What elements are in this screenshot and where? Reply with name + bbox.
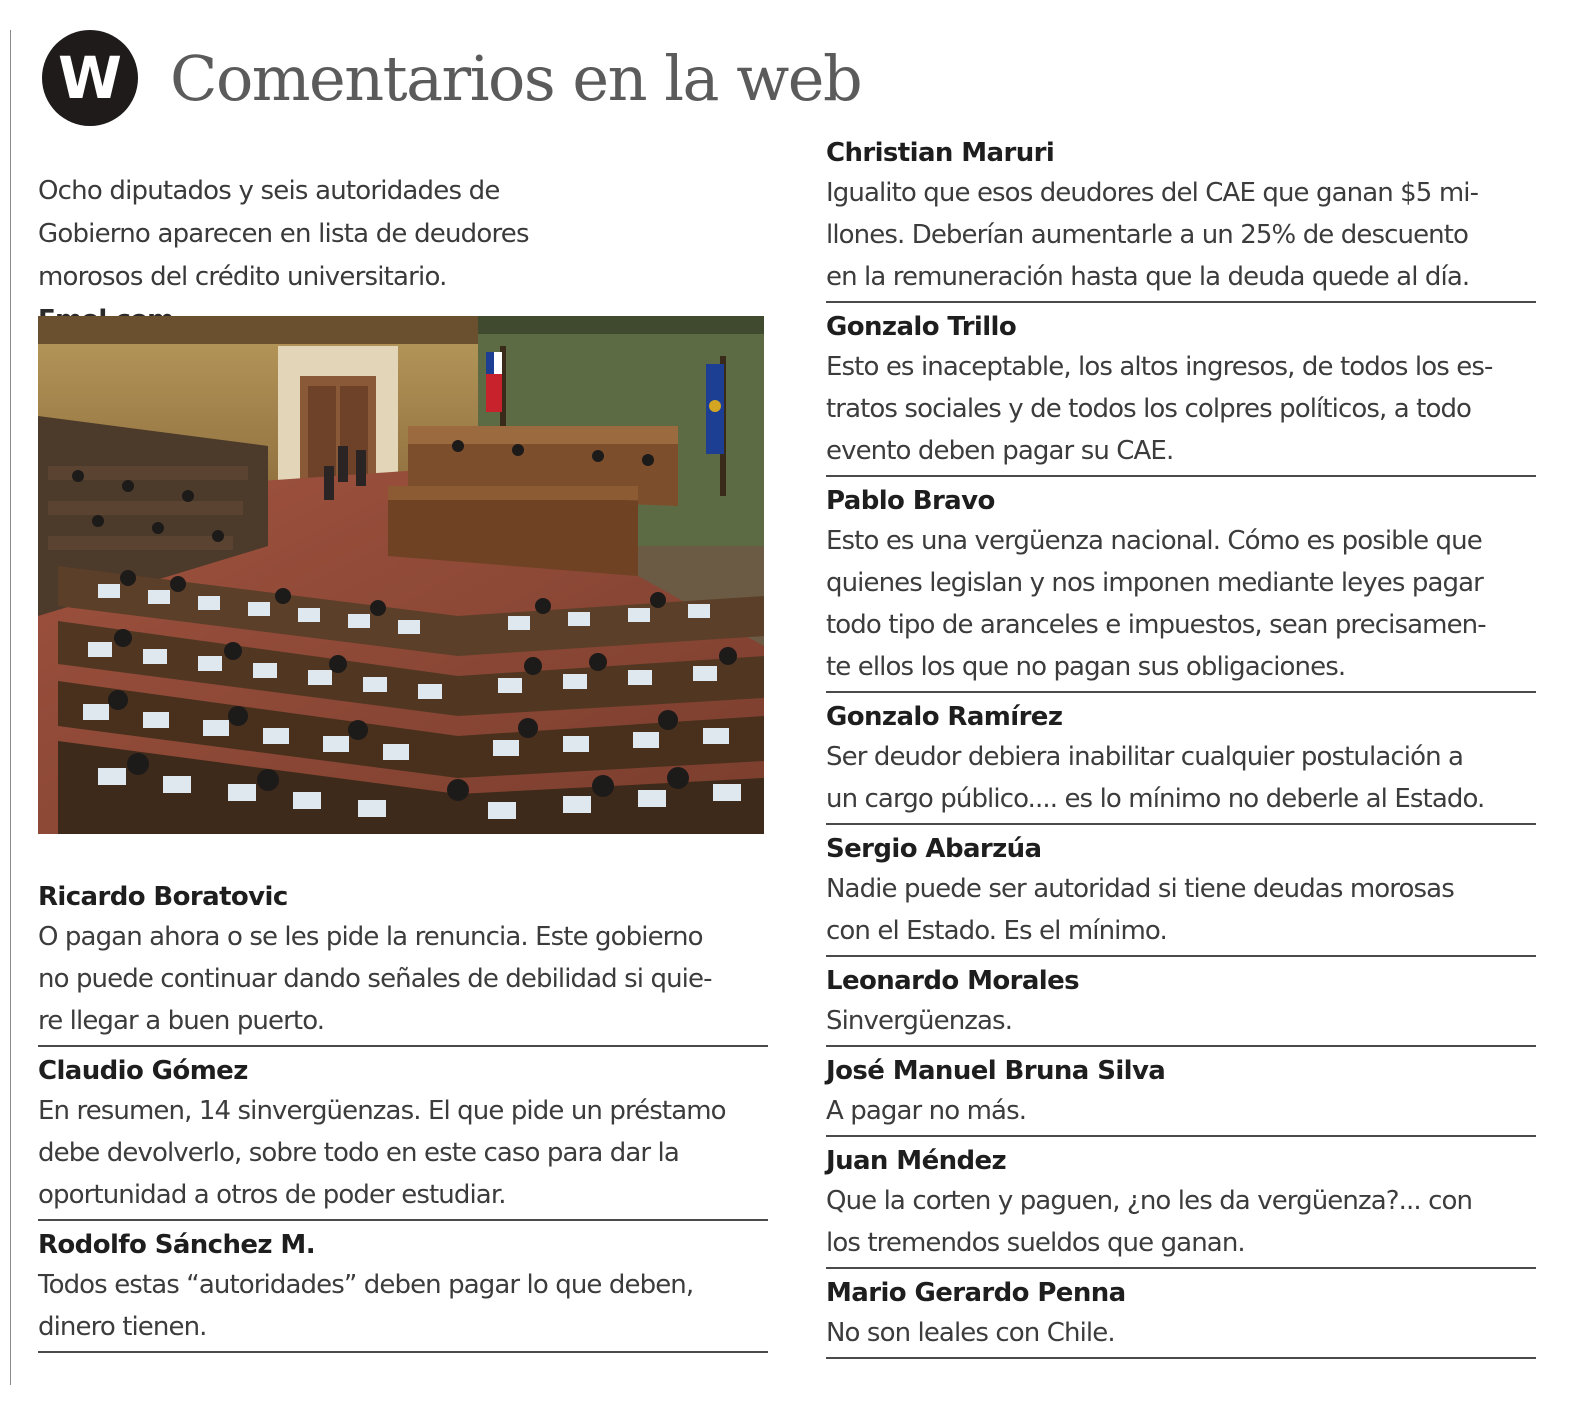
comment: [826, 830, 1536, 957]
comment-line: O pagan ahora o se les pide la renuncia. Este gobierno: [38, 922, 703, 952]
comment-line: debe devolverlo, sobre todo en este caso para dar la: [38, 1138, 679, 1168]
comment: [826, 482, 1536, 693]
comment: [826, 134, 1536, 303]
comment-line: Nadie puede ser autoridad si tiene deudas morosas: [826, 874, 1454, 904]
comment-text: [826, 736, 1536, 820]
section-header: [42, 28, 861, 128]
comment-line: evento deben pagar su CAE.: [826, 436, 1174, 466]
comment-author: Leonardo Morales: [826, 966, 1079, 996]
intro-text: Ocho diputados y seis autoridades de Gobierno aparecen en lista de deudores morosos del crédito universitario.: [38, 176, 529, 292]
comment-line: con el Estado. Es el mínimo.: [826, 916, 1167, 946]
comment-line: tratos sociales y de todos los colpres políticos, a todo: [826, 394, 1472, 424]
comment-author: Rodolfo Sánchez M.: [38, 1230, 315, 1260]
comment-line: un cargo público.... es lo mínimo no deberle al Estado.: [826, 784, 1485, 814]
comment-author: Claudio Gómez: [38, 1056, 248, 1086]
comment-line: En resumen, 14 sinvergüenzas. El que pide un préstamo: [38, 1096, 726, 1126]
comment-line: Ser deudor debiera inabilitar cualquier postulación a: [826, 742, 1464, 772]
comment-line: todo tipo de aranceles e impuestos, sean precisamen-: [826, 610, 1486, 640]
comment-line: A pagar no más.: [826, 1096, 1027, 1126]
comment-line: dinero tienen.: [38, 1312, 207, 1342]
comment-text: [826, 1000, 1536, 1042]
comment-line: Que la corten y paguen, ¿no les da vergüenza?... con: [826, 1186, 1473, 1216]
comment-author: Juan Méndez: [826, 1146, 1007, 1176]
comment-line: quienes legislan y nos imponen mediante leyes pagar: [826, 568, 1483, 598]
comment-author: Pablo Bravo: [826, 486, 995, 516]
comment-author: Ricardo Boratovic: [38, 882, 288, 912]
comment-line: Sinvergüenzas.: [826, 1006, 1013, 1036]
comment-line: no puede continuar dando señales de debilidad si quie-: [38, 964, 712, 994]
comment: [38, 1052, 768, 1221]
comment-text: [38, 1264, 768, 1348]
comment-author: Mario Gerardo Penna: [826, 1278, 1126, 1308]
comment-text: [826, 520, 1536, 688]
comment-line: llones. Deberían aumentarle a un 25% de descuento: [826, 220, 1469, 250]
comment: [826, 1052, 1536, 1137]
comment: [826, 1274, 1536, 1359]
comment-line: te ellos los que no pagan sus obligaciones.: [826, 652, 1346, 682]
comment-text: [38, 916, 768, 1042]
comment-text: [826, 346, 1536, 472]
page-left-rule: [10, 30, 11, 1385]
comment-author: José Manuel Bruna Silva: [826, 1056, 1166, 1086]
comment-line: re llegar a buen puerto.: [38, 1006, 325, 1036]
comment-text: [826, 868, 1536, 952]
comments-column-right: [826, 134, 1536, 1364]
web-w-icon: W: [42, 30, 138, 126]
chamber-photo: [38, 316, 764, 834]
comment-text: [826, 1312, 1536, 1354]
comment-line: Esto es una vergüenza nacional. Cómo es posible que: [826, 526, 1482, 556]
comment-line: No son leales con Chile.: [826, 1318, 1115, 1348]
comment-line: en la remuneración hasta que la deuda quede al día.: [826, 262, 1470, 292]
comment: [38, 1226, 768, 1353]
comment-text: [38, 1090, 768, 1216]
comment-line: los tremendos sueldos que ganan.: [826, 1228, 1245, 1258]
comment-text: [826, 1180, 1536, 1264]
comment: [826, 698, 1536, 825]
comment-line: Igualito que esos deudores del CAE que ganan $5 mi-: [826, 178, 1479, 208]
comment-author: Gonzalo Ramírez: [826, 702, 1063, 732]
section-title: Comentarios en la web: [170, 41, 862, 115]
comment-text: [826, 1090, 1536, 1132]
comment: [826, 1142, 1536, 1269]
comments-column-left: [38, 878, 768, 1358]
comment-line: Todos estas “autoridades” deben pagar lo que deben,: [38, 1270, 694, 1300]
comment-author: Gonzalo Trillo: [826, 312, 1017, 342]
comment-text: [826, 172, 1536, 298]
comment-line: Esto es inaceptable, los altos ingresos, de todos los es-: [826, 352, 1493, 382]
chamber-photo-illustration: [38, 316, 764, 834]
comment-line: oportunidad a otros de poder estudiar.: [38, 1180, 506, 1210]
comment: [826, 308, 1536, 477]
comment: [38, 878, 768, 1047]
comment-author: Sergio Abarzúa: [826, 834, 1042, 864]
comment: [826, 962, 1536, 1047]
comment-author: Christian Maruri: [826, 138, 1055, 168]
